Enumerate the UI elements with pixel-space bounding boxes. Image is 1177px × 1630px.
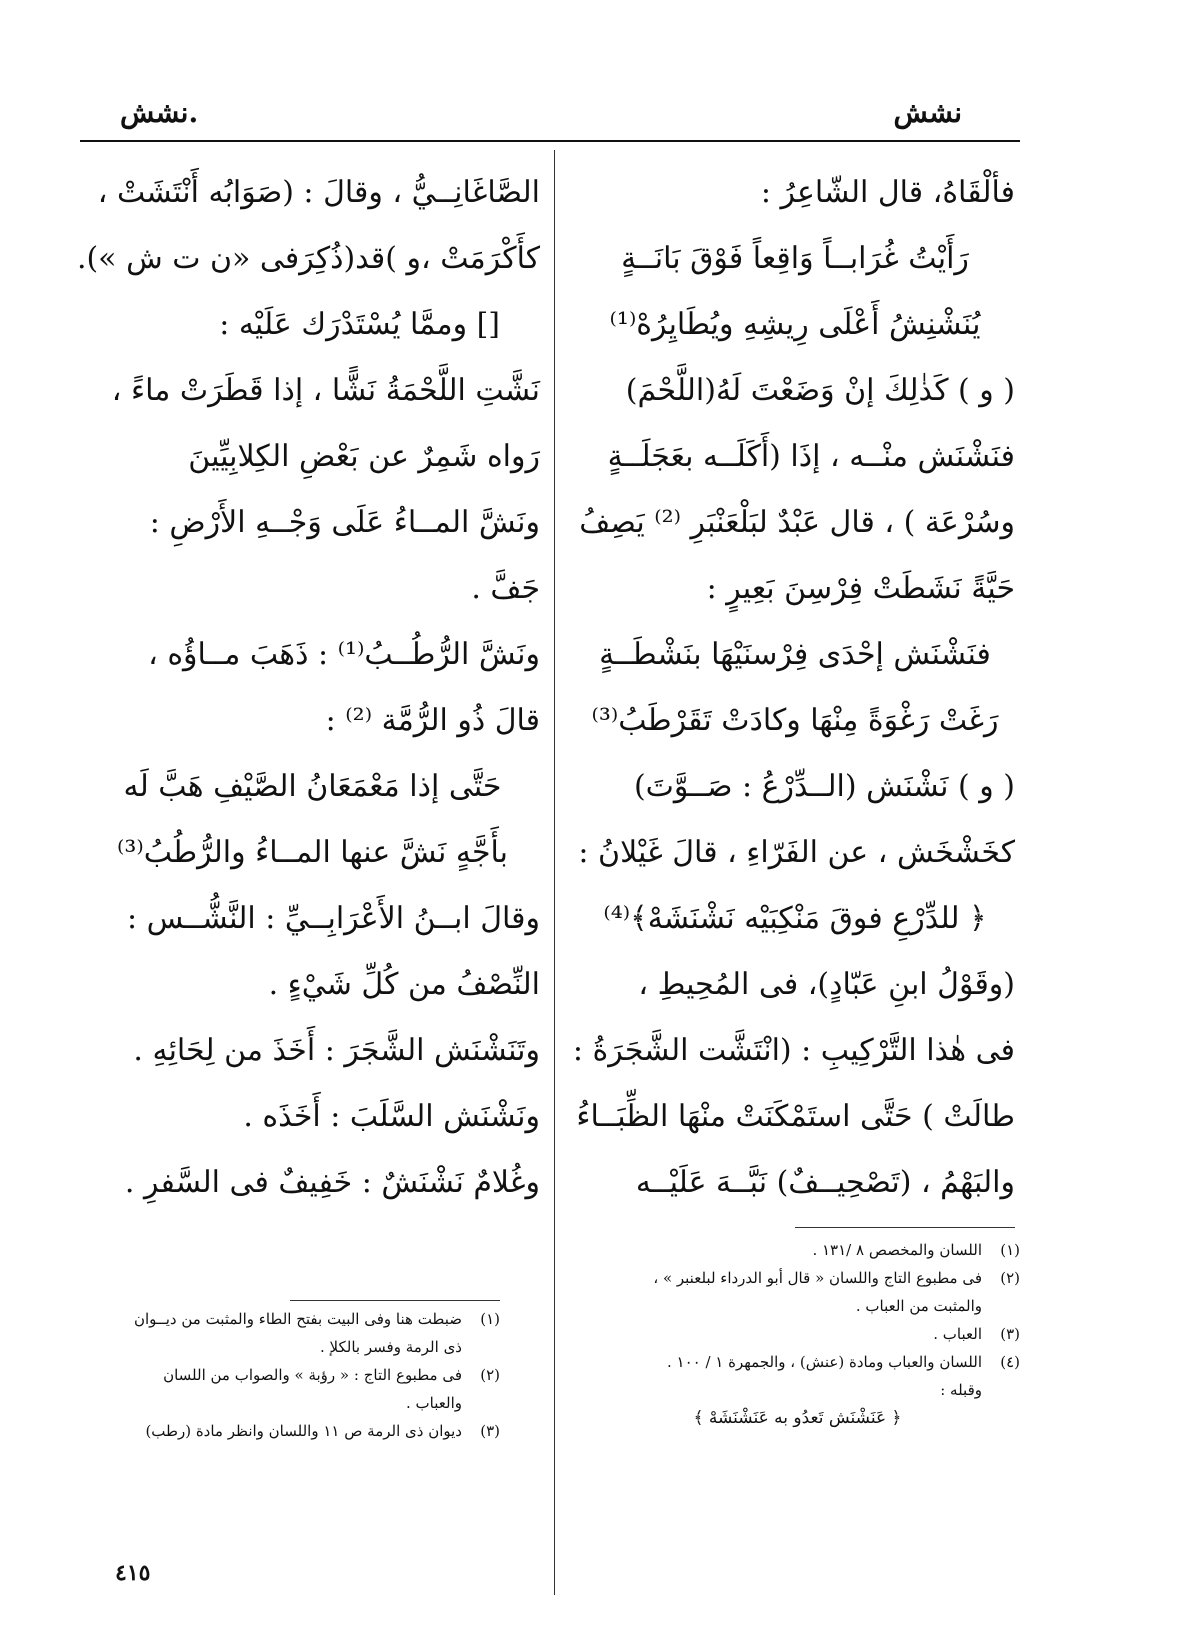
footnote-number: (٣) (1000, 1325, 1020, 1343)
footnote-number: (١) (1000, 1241, 1020, 1259)
verse-line: رَأَيْتُ غُرَابــاً وَاقِعاً فَوْقَ بَانَــةٍ (621, 241, 969, 276)
verse-line: فنَشْنَش إحْدَى فِرْسنَيْهَا بنَشْطَــةٍ (599, 637, 991, 672)
footnote-number: (٢) (480, 1366, 500, 1384)
verse-line: حَتَّى إذا مَعْمَعَانُ الصَّيْفِ هَبَّ لَه (123, 769, 502, 804)
footnote (80, 1361, 500, 1389)
footnote-text: اللسان والعباب ومادة (عنش) ، والجمهرة ١ / ١٠٠ . (666, 1353, 982, 1371)
text-line: فى هٰذا التَّرْكِيبِ : (انْتَشَّت الشَّجَرَةُ : (572, 1033, 1015, 1068)
footnote-text: العباب . (933, 1325, 982, 1343)
footnote-text: اللسان والمخصص ٨ /١٣١ . (812, 1241, 982, 1259)
text-line: حَيَّةً نَشَطَتْ فِرْسِنَ بَعِيرٍ : (706, 571, 1015, 606)
footnote-continuation: وقبله : (940, 1381, 982, 1399)
text-line: وتَنَشْنَش الشَّجَرَ : أَخَذَ من لِحَائِهِ . (133, 1033, 540, 1068)
left-column (76, 160, 540, 1216)
footnote (575, 1320, 1020, 1348)
footnote-number: (١) (480, 1310, 500, 1328)
footnote-continuation: ذى الرمة وفسر بالكلإ . (320, 1338, 462, 1356)
text-line: نَشَّتِ اللَّحْمَةُ نَشًّا ، إذا قَطَرَتْ ماءً ، (111, 373, 540, 408)
text-line: طالَتْ ) حَتَّى استَمْكَنَتْ منْهَا الظِّبَــاءُ (576, 1099, 1015, 1134)
text-line: رَواه شَمِرٌ عن بَعْضِ الكِلابِيِّينَ (188, 439, 540, 474)
footnote-text: فى مطبوع التاج واللسان « قال أبو الدرداء لبلعنبر » ، (653, 1269, 982, 1287)
verse-line: بأَجَّهٍ نَشَّ عنها المــاءُ والرُّطُبُ⁽³⁾ (116, 835, 509, 870)
text-line: فألْقَاهُ، قال الشّاعِرُ : (760, 175, 1015, 210)
footnotes-left (80, 1305, 500, 1445)
running-header-right: نشش (893, 96, 962, 129)
footnote-text: ديوان ذى الرمة ص ١١ واللسان وانظر مادة (رطب) (145, 1422, 462, 1440)
text-line: (وقَوْلُ ابنِ عَبّادٍ)، فى المُحِيطِ ، (638, 967, 1015, 1002)
text-line: ونَشَّ الرُّطُــبُ⁽¹⁾ : ذَهَبَ مــاؤُه ، (148, 637, 540, 672)
text-line: الصَّاغَانِــيُّ ، وقالَ : (صَوَابُه أَنْتَشَتْ ، (97, 175, 540, 210)
footnote (80, 1305, 500, 1333)
footnote-number: (٢) (1000, 1269, 1020, 1287)
footnote-rule-left (290, 1300, 500, 1301)
text-line: وسُرْعَة ) ، قال عَبْدٌ لبَلْعَنْبَرِ ⁽²⁾ يَصِفُ (579, 505, 1015, 540)
right-column (572, 160, 1015, 1216)
text-line: والبَهْمُ ، (تَصْحِيــفٌ) نَبَّــهَ عَلَيْــه (635, 1165, 1015, 1200)
footnote-number: (٣) (480, 1422, 500, 1440)
text-line: وغُلامٌ نَشْنَشٌ : خَفِيفٌ فى السَّفرِ . (124, 1165, 540, 1200)
header-rule (80, 140, 1020, 142)
footnote-continuation: والمثبت من العباب . (855, 1297, 982, 1315)
text-line: ونَشْنَش السَّلَبَ : أَخَذَه . (243, 1099, 540, 1134)
text-line: فنَشْنَش منْــه ، إذَا (أَكَلَــه بعَجَلَــةٍ (607, 439, 1015, 474)
footnote-text: ضبطت هنا وفى البيت بفتح الطاء والمثبت من ديــوان (134, 1310, 462, 1328)
footnote (575, 1236, 1020, 1264)
text-line: وقالَ ابــنُ الأَعْرَابِــيِّ : النَّشُّــس : (126, 901, 540, 936)
footnote-rule-right (795, 1227, 1015, 1228)
footnotes-right (575, 1236, 1020, 1432)
text-line: كأَكْرَمَتْ ،و )قد(ذُكِرَفى «ن ت ش »). (76, 241, 540, 276)
footnote-verse: ﴿ عَنَشْنَش تَعدُو به عَنَشْنَشَهْ ﴾ (693, 1408, 902, 1428)
text-line: ونَشَّ المــاءُ عَلَى وَجْــهِ الأَرْضِ : (149, 505, 540, 540)
text-line: جَفَّ . (471, 571, 540, 606)
text-line: ( و ) كَذٰلِكَ إنْ وَضَعْتَ لَهُ(اللَّحْمَ) (625, 373, 1015, 408)
footnote (575, 1348, 1020, 1376)
footnote-number: (٤) (1000, 1353, 1020, 1371)
footnote (575, 1264, 1020, 1292)
footnote-text: فى مطبوع التاج : « رؤبة » والصواب من اللسان (163, 1366, 462, 1384)
verse-line: ﴿ للدِّرْعِ فوقَ مَنْكِبَيْه نَشْنَشَهْ﴾⁽⁴⁾ (603, 901, 987, 936)
text-line: النِّصْفُ من كُلِّ شَيْءٍ . (268, 967, 540, 1002)
footnote (80, 1417, 500, 1445)
section-heading: [] وممَّا يُسْتَدْرَك عَلَيْه : (219, 307, 500, 342)
verse-line: رَغَتْ رَغْوَةً مِنْهَا وكادَتْ تَقَرْطَبُ⁽³⁾ (591, 703, 999, 738)
verse-line: يُنَشْنِشُ أَعْلَى رِيشِهِ ويُطَايِرُهْ⁽¹⁾ (609, 307, 981, 342)
footnote-continuation: والعباب . (406, 1394, 462, 1412)
text-line: قالَ ذُو الرُّمَّة ⁽²⁾ : (325, 703, 540, 738)
page-number: ٤١٥ (115, 1560, 151, 1586)
text-line: ( و ) نَشْنَش (الــدِّرْعُ : صَــوَّتَ) (633, 769, 1015, 804)
running-header-left: .نشش (120, 96, 199, 129)
text-line: كخَشْخَش ، عن الفَرّاءِ ، قالَ غَيْلانُ : (578, 835, 1015, 870)
column-divider (554, 150, 555, 1595)
